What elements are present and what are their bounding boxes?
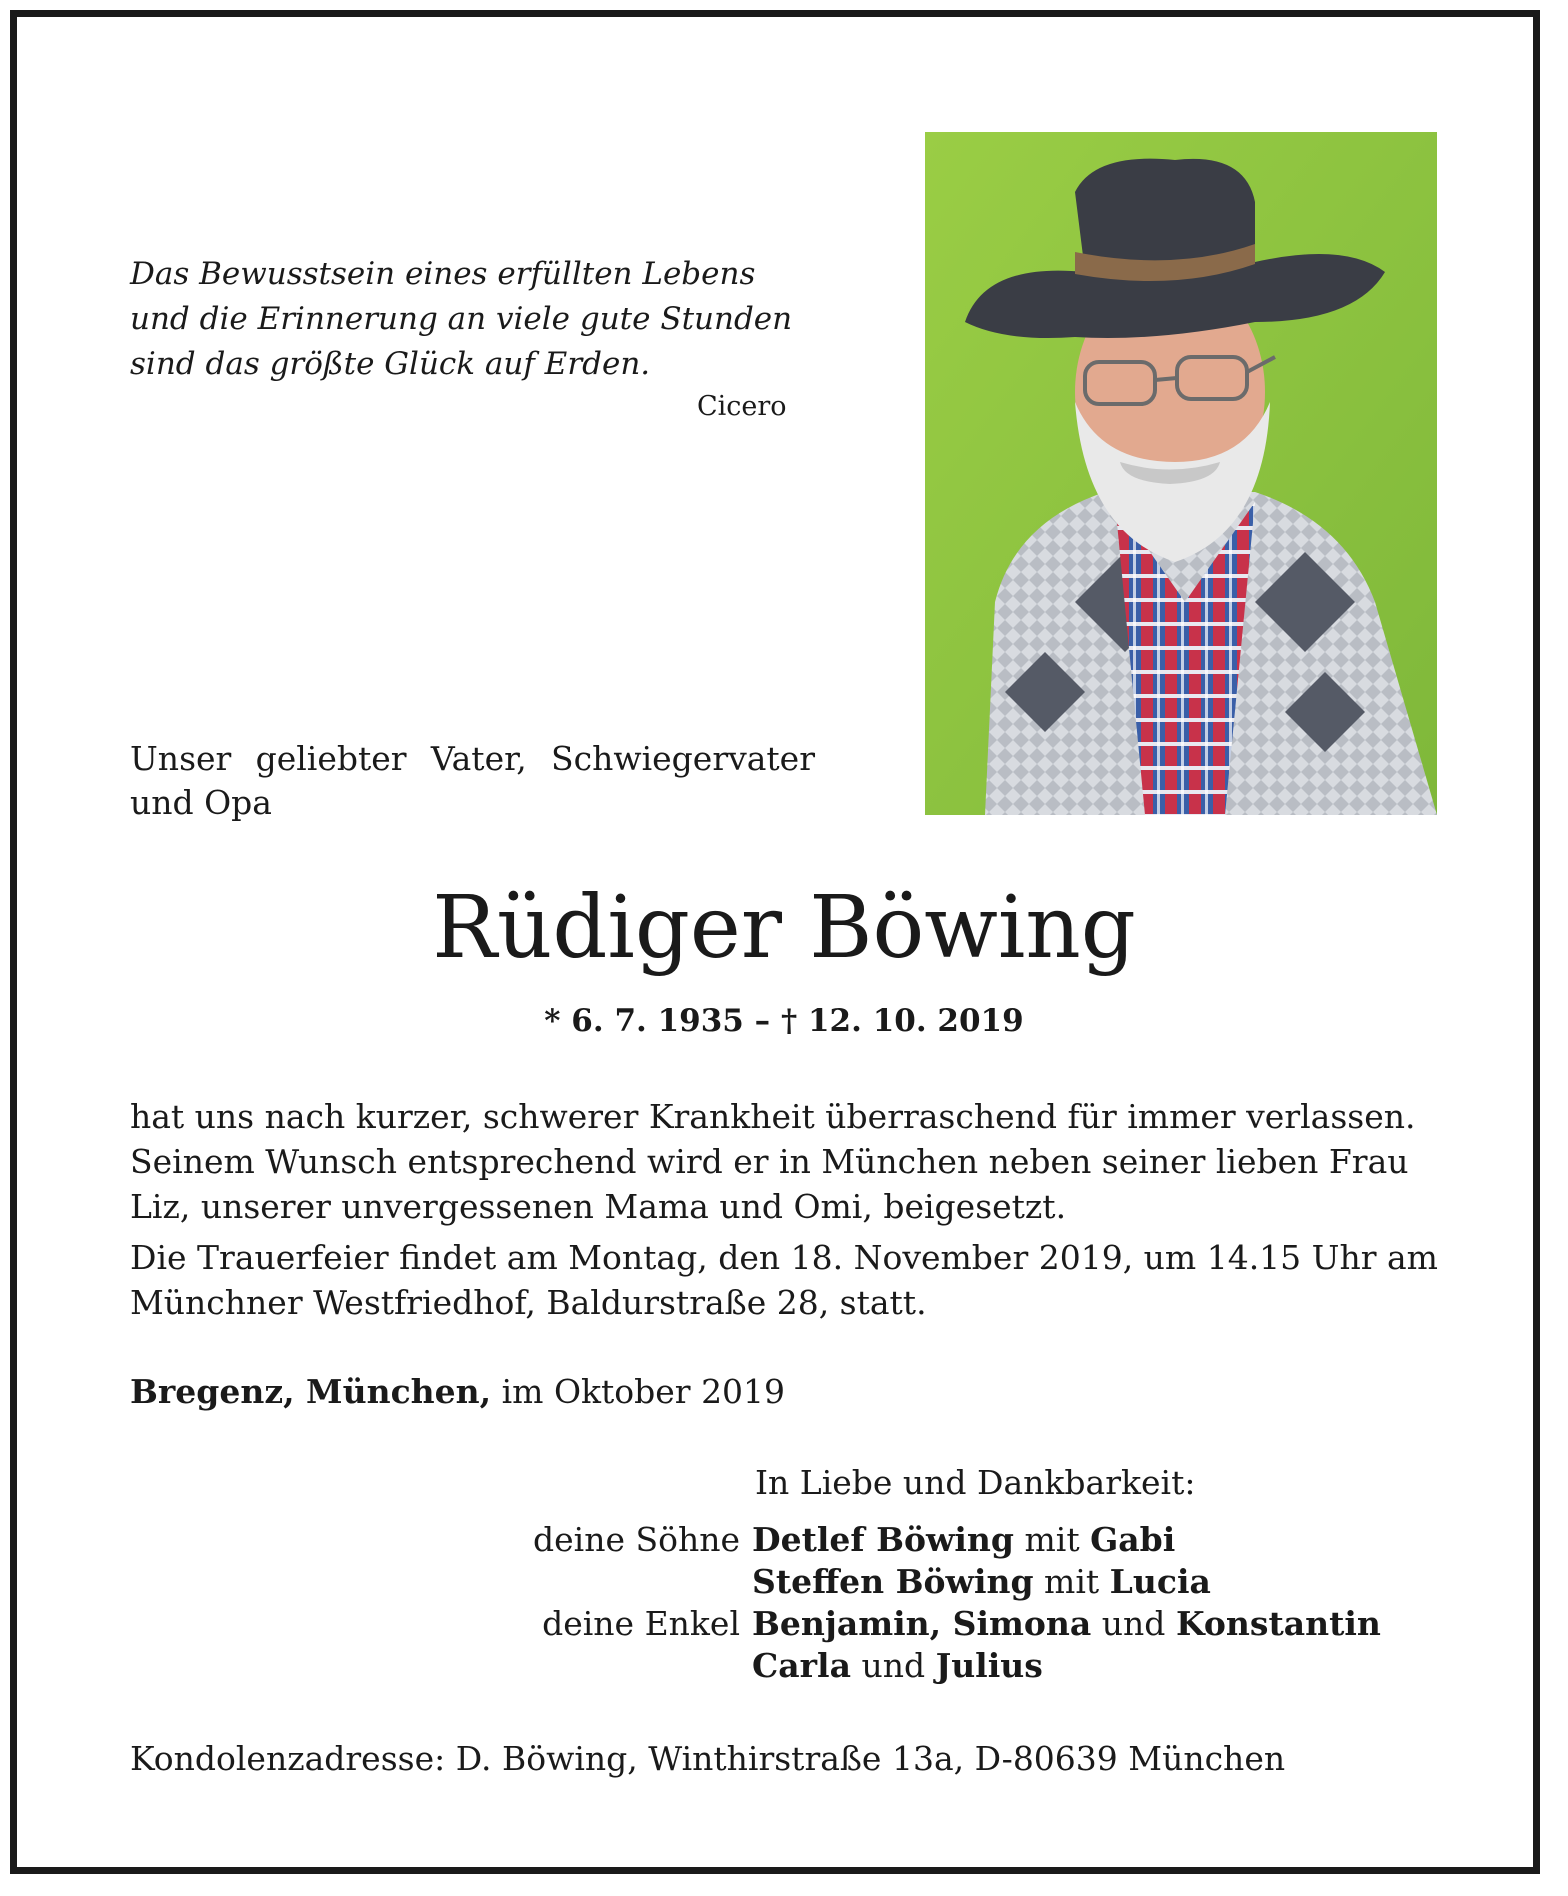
family-row xyxy=(400,1561,1381,1603)
condolence-address: Kondolenzadresse: D. Böwing, Winthirstraße 13a, D-80639 München xyxy=(130,1739,1286,1778)
connector-text: und xyxy=(850,1646,936,1685)
family-member: Carla xyxy=(752,1646,851,1685)
quote-line: sind das größte Glück auf Erden. xyxy=(130,346,651,382)
family-member: Steffen Böwing xyxy=(752,1562,1034,1601)
place-names: Bregenz, München, xyxy=(130,1372,492,1411)
family-member: Julius xyxy=(935,1646,1043,1685)
family-member: Gabi xyxy=(1090,1520,1176,1559)
quote xyxy=(130,252,792,387)
portrait-photo xyxy=(925,132,1437,815)
family-list xyxy=(400,1519,1381,1687)
place-date xyxy=(130,1372,785,1411)
family-row xyxy=(400,1603,1381,1645)
intro-word: Vater, xyxy=(430,739,527,778)
life-dates: * 6. 7. 1935 – † 12. 10. 2019 xyxy=(544,1003,1024,1039)
intro-line-2: und Opa xyxy=(130,783,272,822)
family-row xyxy=(400,1645,1381,1687)
connector-text: mit xyxy=(1033,1562,1110,1601)
family-member: Lucia xyxy=(1109,1562,1211,1601)
sons-label: deine Söhne xyxy=(533,1520,740,1559)
family-member: Konstantin xyxy=(1175,1604,1381,1643)
grandchildren-label: deine Enkel xyxy=(542,1604,740,1643)
quote-line: Das Bewusstsein eines erfüllten Lebens xyxy=(130,256,756,292)
intro-word: geliebter xyxy=(255,739,407,778)
intro-line-1 xyxy=(130,737,815,781)
family-row xyxy=(400,1519,1381,1561)
deceased-name: Rüdiger Böwing xyxy=(432,878,1136,978)
intro-word: Unser xyxy=(130,739,232,778)
connector-text: und xyxy=(1091,1604,1176,1643)
month-year: im Oktober 2019 xyxy=(491,1372,786,1411)
funeral-details: Die Trauerfeier findet am Montag, den 18. November 2019, um 14.15 Uhr am Münchner Westfriedhof, Baldurstraße 28, statt. xyxy=(130,1238,1438,1322)
intro-word: Schwiegervater xyxy=(551,739,815,778)
family-member: Detlef Böwing xyxy=(752,1520,1014,1559)
thanks-line: In Liebe und Dankbarkeit: xyxy=(755,1463,1196,1502)
family-member: Benjamin, Simona xyxy=(752,1604,1092,1643)
quote-author: Cicero xyxy=(697,391,787,422)
announcement-body xyxy=(130,1094,1442,1331)
connector-text: mit xyxy=(1014,1520,1091,1559)
intro-text xyxy=(130,737,815,825)
quote-line: und die Erinnerung an viele gute Stunden xyxy=(130,301,793,337)
announcement-paragraph: hat uns nach kurzer, schwerer Krankheit überraschend für immer verlassen. Seinem Wunsch entsprechend wird er in München neben seiner lieben Frau Liz, unserer unvergessenen Mama und Omi, beigesetzt. xyxy=(130,1097,1416,1226)
